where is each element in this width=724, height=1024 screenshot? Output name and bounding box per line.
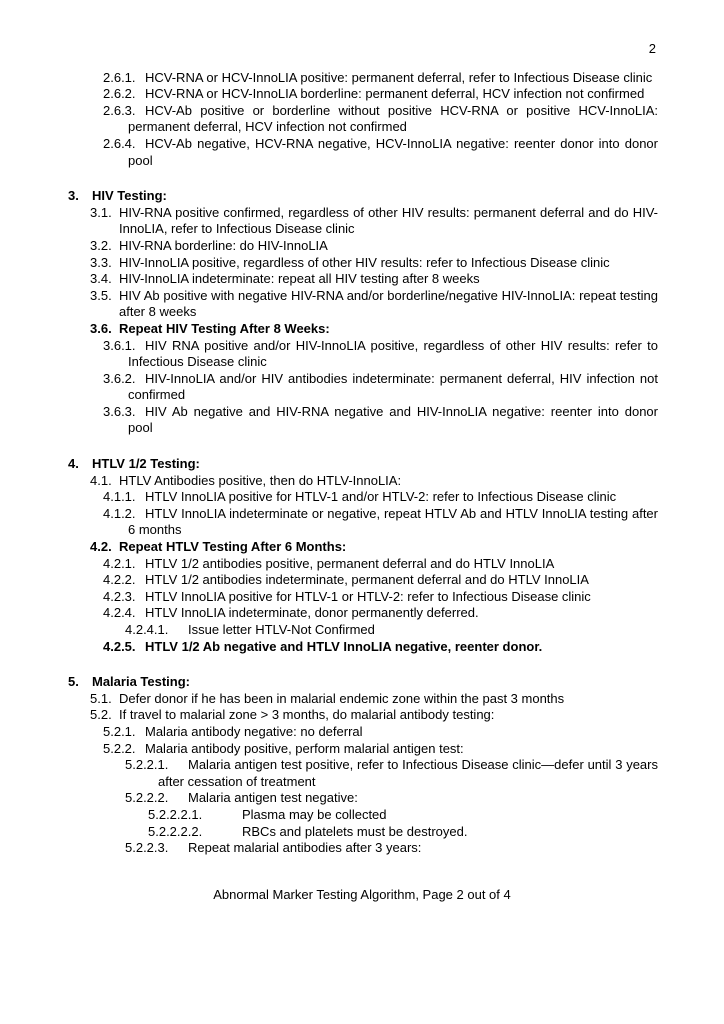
outline-item-5-2-2-2-1 [0,807,658,824]
outline-item-3-1 [0,205,658,238]
item-text: RBCs and platelets must be destroyed. [242,823,468,839]
item-number: 3.3. [90,254,112,270]
outline-item-4-2-4 [0,605,658,622]
item-number: 3.5. [90,287,112,303]
item-number: 4.2.3. [103,588,136,604]
item-number: 5.2.1. [103,723,136,739]
outline-item-2-6-3 [0,103,658,136]
item-text: HCV-Ab negative, HCV-RNA negative, HCV-InnoLIA negative: reenter donor into donor pool [128,135,658,168]
item-number: 5.2. [90,707,112,723]
outline-item-5-2-2-2 [0,790,658,807]
item-text: Malaria antibody negative: no deferral [145,723,363,739]
item-number: 3.6.2. [103,370,136,386]
item-text: HIV-RNA positive confirmed, regardless of other HIV results: permanent deferral and do HIV-InnoLIA, refer to Infectious Disease clinic [119,204,658,237]
item-text: HIV-InnoLIA indeterminate: repeat all HIV testing after 8 weeks [119,271,480,287]
item-text: Plasma may be collected [242,806,387,822]
item-number: 4.2.4.1. [125,622,169,637]
outline-item-3-6-3 [0,404,658,437]
item-number: 4.2.4. [103,605,136,621]
item-text: HTLV InnoLIA positive for HTLV-1 and/or HTLV-2: refer to Infectious Disease clinic [145,489,617,505]
item-number: 5.2.2.3. [125,840,169,856]
item-text: Repeat malarial antibodies after 3 years: [188,840,422,856]
item-text: HIV Ab positive with negative HIV-RNA and/or borderline/negative HIV-InnoLIA: repeat testing after 8 weeks [119,287,658,320]
item-text: HIV-InnoLIA and/or HIV antibodies indeterminate: permanent deferral, HIV infection not confirmed [128,370,658,403]
item-number: 4.1. [90,472,112,488]
outline-item-5-2-2-3 [0,840,658,857]
item-number: 3.4. [90,271,112,287]
page-number: 2 [648,41,656,56]
item-text: HCV-RNA or HCV-InnoLIA borderline: permanent deferral, HCV infection not confirmed [145,86,645,102]
outline-item-4-1 [0,473,658,490]
outline-item-3-6 [0,321,658,338]
outline-item-3-3 [0,255,658,272]
item-text: Malaria antigen test positive, refer to Infectious Disease clinic—defer until 3 years after cessation of treatment [158,757,658,789]
outline-item-5-2-2-2-2 [0,824,658,841]
item-text: HTLV InnoLIA positive for HTLV-1 or HTLV-2: refer to Infectious Disease clinic [145,588,591,604]
outline-item-4-1-2 [0,506,658,539]
item-text: HTLV 1/2 Testing: [92,456,200,472]
item-number: 3.6. [90,320,112,336]
item-text: Malaria antibody positive, perform malarial antigen test: [145,740,464,756]
item-number: 3.6.1. [103,337,136,353]
item-text: Malaria Testing: [92,674,191,690]
item-text: If travel to malarial zone > 3 months, do malarial antibody testing: [119,707,495,723]
outline-item-4-2 [0,539,658,556]
item-number: 4. [68,456,79,472]
item-text: HTLV Antibodies positive, then do HTLV-InnoLIA: [119,472,402,488]
item-text: HTLV 1/2 antibodies indeterminate, permanent deferral and do HTLV InnoLIA [145,572,589,588]
outline-item-3-5 [0,288,658,321]
outline-item-5-2-2 [0,741,658,758]
outline-item-2-6-4 [0,136,658,169]
item-text: Defer donor if he has been in malarial endemic zone within the past 3 months [119,690,565,706]
outline-item-5-2-2-1 [0,757,658,790]
outline-item-5-2-1 [0,724,658,741]
item-text: Repeat HIV Testing After 8 Weeks: [119,320,330,336]
item-number: 3. [68,188,79,204]
item-text: HCV-RNA or HCV-InnoLIA positive: permanent deferral, refer to Infectious Disease clinic [145,69,653,85]
item-number: 2.6.4. [103,135,136,151]
outline-item-2-6-2 [0,86,658,103]
outline-item-4-1-1 [0,489,658,506]
item-number: 4.2.5. [103,638,136,654]
item-text: Issue letter HTLV-Not Confirmed [188,622,375,637]
item-number: 5.2.2.2.1. [148,806,203,822]
item-number: 2.6.3. [103,102,136,118]
item-number: 4.2.2. [103,572,136,588]
outline-item-3-4 [0,271,658,288]
outline-item-4-2-2 [0,572,658,589]
item-text: HIV-InnoLIA positive, regardless of other HIV results: refer to Infectious Disease clinic [119,254,610,270]
item-text: HTLV InnoLIA indeterminate or negative, repeat HTLV Ab and HTLV InnoLIA testing after 6 months [128,505,658,538]
outline-item-4-2-5 [0,639,658,656]
item-text: HTLV 1/2 Ab negative and HTLV InnoLIA negative, reenter donor. [145,638,543,654]
item-number: 5.2.2.1. [125,757,169,773]
outline-item-3-2 [0,238,658,255]
outline-item-4-2-3 [0,589,658,606]
outline-item-5-1 [0,691,658,708]
item-text: HIV Ab negative and HIV-RNA negative and HIV-InnoLIA negative: reenter into donor pool [128,403,658,436]
page-footer: Abnormal Marker Testing Algorithm, Page 2 out of 4 [213,886,511,902]
item-text: HIV Testing: [92,188,167,204]
item-number: 3.6.3. [103,403,136,419]
outline-item-5-2 [0,707,658,724]
item-number: 5.2.2.2. [125,790,169,806]
item-text: HIV RNA positive and/or HIV-InnoLIA positive, regardless of other HIV results: refer to Infectious Disease clinic [128,337,658,370]
item-number: 5. [68,674,79,690]
outline-item-4 [0,456,658,473]
item-number: 4.1.1. [103,489,136,505]
item-number: 5.1. [90,690,112,706]
item-number: 3.2. [90,237,112,253]
item-number: 4.2. [90,539,112,555]
outline-item-3-6-2 [0,371,658,404]
outline-item-3 [0,188,658,205]
outline-item-2-6-1 [0,70,658,87]
item-number: 2.6.1. [103,69,136,85]
outline-item-5 [0,674,658,691]
item-text: Malaria antigen test negative: [188,790,358,806]
outline-list [0,70,724,857]
item-text: HTLV 1/2 antibodies positive, permanent deferral and do HTLV InnoLIA [145,555,555,571]
item-number: 4.1.2. [103,505,136,521]
item-number: 3.1. [90,204,112,220]
item-text: HCV-Ab positive or borderline without positive HCV-RNA or positive HCV-InnoLIA: permanent deferral, HCV infection not confirmed [128,102,658,135]
outline-item-3-6-1 [0,338,658,371]
item-text: Repeat HTLV Testing After 6 Months: [119,539,347,555]
outline-item-4-2-4-1 [0,622,658,639]
item-number: 5.2.2. [103,740,136,756]
item-number: 5.2.2.2.2. [148,823,203,839]
item-text: HIV-RNA borderline: do HIV-InnoLIA [119,237,328,253]
item-text: HTLV InnoLIA indeterminate, donor permanently deferred. [145,605,479,621]
item-number: 4.2.1. [103,555,136,571]
item-number: 2.6.2. [103,86,136,102]
outline-item-4-2-1 [0,556,658,573]
